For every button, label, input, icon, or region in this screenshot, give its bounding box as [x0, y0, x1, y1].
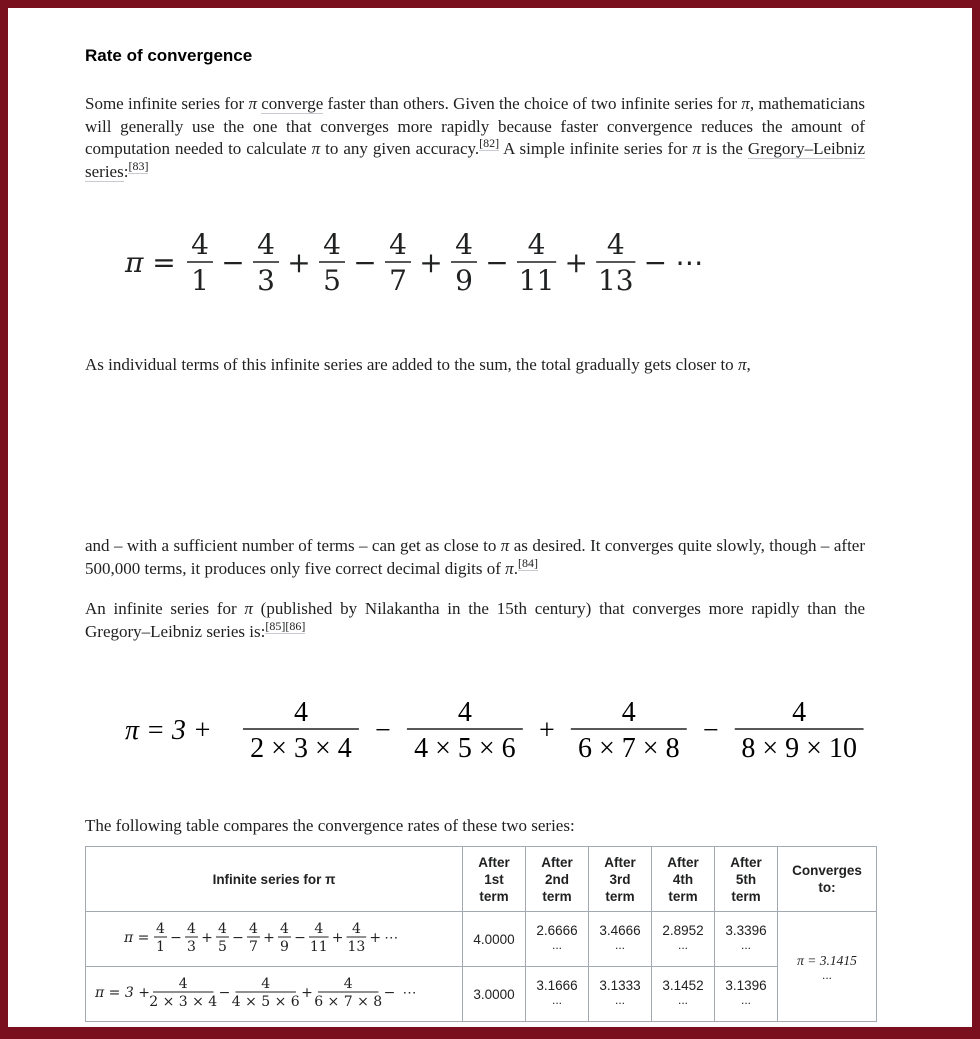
operator: + — [287, 245, 311, 279]
fraction-denominator: 9 — [280, 939, 289, 955]
fraction-denominator: 4 × 5 × 6 — [414, 733, 516, 764]
reference-82[interactable]: [82] — [479, 136, 500, 150]
operator: − — [353, 245, 377, 279]
text: . — [513, 558, 518, 578]
reference-86[interactable]: [86] — [285, 618, 306, 633]
header-term-4 — [652, 847, 715, 912]
operator: − — [221, 245, 245, 279]
value-cell — [652, 967, 715, 1022]
table-row — [86, 967, 877, 1022]
header-series — [86, 847, 463, 912]
fraction-numerator: 4 — [280, 921, 289, 938]
gregory-series-cell — [86, 912, 463, 967]
value: 3.1333 — [599, 978, 641, 993]
fraction-numerator: 4 — [606, 228, 625, 262]
operator: − — [294, 929, 306, 946]
fraction-denominator: 6 × 7 × 8 — [314, 994, 383, 1010]
value: 2.6666 — [536, 923, 578, 938]
fraction-numerator: 4 — [191, 228, 209, 262]
value: 3.4666 — [599, 923, 641, 938]
operator: + — [301, 984, 313, 1001]
ellipsis: ⋯ — [675, 245, 704, 279]
header-term-5 — [715, 847, 778, 912]
fraction-numerator: 4 — [323, 228, 341, 262]
header-text: Converges — [792, 863, 862, 878]
operator: + — [201, 929, 213, 946]
fraction-denominator: 11 — [309, 939, 328, 955]
gregory-leibniz-link[interactable]: Gregory–Leibniz series — [85, 139, 865, 181]
ellipsis: ... — [740, 993, 751, 1007]
text: is the — [700, 139, 748, 158]
fraction-denominator: 6 × 7 × 8 — [578, 733, 680, 764]
fraction-numerator: 4 — [249, 921, 258, 938]
operator: + — [263, 929, 275, 946]
ellipsis: ⋯ — [384, 929, 399, 946]
ellipsis: ... — [740, 938, 751, 952]
pi-symbol: π — [741, 94, 750, 113]
ellipsis: ... — [614, 993, 625, 1007]
fraction-denominator: 13 — [597, 264, 634, 297]
operator: − — [702, 714, 719, 746]
header-text: 1st — [484, 871, 504, 887]
text: , mathematicians will generally use the one that converges more rapidly because faster convergence reduces the amount of computation needed to calculate — [85, 94, 866, 158]
fraction-denominator: 3 — [187, 939, 196, 955]
header-term-2 — [526, 847, 589, 912]
value-cell — [589, 967, 652, 1022]
operator: − — [375, 714, 391, 746]
fraction-denominator: 7 — [389, 264, 407, 297]
nilakantha-series-cell — [86, 967, 463, 1022]
header-text: term — [731, 888, 761, 904]
fraction-denominator: 9 — [455, 264, 473, 297]
lhs-text: π = 3 + — [125, 714, 212, 746]
header-series-label: Infinite series for π — [212, 871, 336, 887]
converge-link[interactable]: converge — [261, 94, 324, 113]
value-cell — [652, 912, 715, 967]
gregory-leibniz-formula — [85, 218, 785, 308]
ellipsis: ... — [677, 993, 688, 1007]
text: , — [746, 355, 751, 374]
fraction-denominator: 7 — [249, 939, 258, 955]
pi-symbol: π — [311, 139, 321, 158]
fraction-numerator: 4 — [218, 921, 227, 938]
value: 3.1396 — [725, 978, 767, 993]
ellipsis: ... — [677, 938, 688, 952]
fraction-numerator: 4 — [156, 921, 165, 938]
paragraph-table-intro: The following table compares the convergence rates of these two series: — [85, 816, 575, 835]
text: and – with a sufficient number of terms – can get as close to — [85, 536, 501, 555]
value: 2.8952 — [662, 923, 704, 938]
operator: − — [170, 929, 182, 946]
nilakantha-series-mini — [89, 967, 459, 1017]
ellipsis: ⋯ — [402, 984, 417, 1001]
value: 3.1666 — [536, 978, 578, 993]
text: An infinite series for — [85, 599, 245, 618]
fraction-denominator: 13 — [347, 939, 366, 955]
table-row — [86, 912, 877, 967]
paragraph-intro — [85, 93, 865, 183]
value-cell — [715, 912, 778, 967]
operator: − — [643, 245, 668, 279]
operator: + — [564, 245, 588, 279]
fraction-numerator: 4 — [187, 921, 196, 938]
pi-symbol: π — [505, 558, 514, 578]
text: faster than others. Given the choice of two infinite series for — [323, 94, 742, 113]
pi-symbol: π — [500, 536, 510, 555]
value: 3.1452 — [662, 978, 704, 993]
fraction-denominator: 1 — [191, 264, 209, 297]
text: A simple infinite series for — [499, 139, 693, 158]
article-page — [8, 8, 972, 1027]
operator: − — [218, 984, 231, 1001]
fraction-numerator: 4 — [792, 697, 807, 729]
fraction-numerator: 4 — [314, 921, 324, 938]
value-cell — [589, 912, 652, 967]
pi-symbol: π — [692, 139, 701, 158]
pi-symbol: π — [737, 355, 747, 374]
fraction-denominator: 11 — [518, 264, 555, 297]
fraction-numerator: 4 — [257, 228, 275, 262]
operator: − — [383, 984, 396, 1001]
lhs-text: π = — [125, 245, 176, 279]
text: Some infinite series for — [85, 94, 249, 113]
value-cell — [715, 967, 778, 1022]
converges-cell — [778, 912, 877, 1022]
nilakantha-formula — [85, 684, 865, 784]
value-cell — [463, 967, 526, 1022]
fraction-numerator: 4 — [178, 976, 188, 993]
reference-84[interactable]: [84] — [517, 555, 538, 570]
text: : — [123, 161, 129, 181]
header-text: 2nd — [544, 871, 569, 887]
fraction-denominator: 4 × 5 × 6 — [231, 994, 300, 1010]
lhs-text: π = — [124, 929, 150, 946]
fraction-numerator: 4 — [389, 228, 407, 262]
header-text: After — [541, 854, 573, 870]
converges-value: π = 3.1415 — [797, 953, 857, 968]
fraction-numerator: 4 — [457, 697, 472, 729]
fraction-denominator: 8 × 9 × 10 — [741, 733, 857, 764]
fraction-numerator: 4 — [455, 228, 473, 262]
operator: + — [331, 929, 344, 946]
fraction-numerator: 4 — [343, 976, 353, 993]
header-text: After — [604, 854, 636, 870]
header-text: term — [542, 888, 572, 904]
fraction-numerator: 4 — [351, 921, 361, 938]
ellipsis: ... — [551, 993, 562, 1007]
ellipsis: ... — [821, 968, 832, 982]
fraction-denominator: 2 × 3 × 4 — [250, 733, 352, 764]
fraction-numerator: 4 — [293, 697, 308, 729]
table-header-row — [86, 847, 877, 912]
text: as desired. It converges quite slowly, though – after 500,000 terms, it produces only five correct decimal digits of — [85, 536, 865, 578]
pi-symbol: π — [244, 599, 253, 618]
fraction-numerator: 4 — [621, 697, 636, 729]
header-term-3 — [589, 847, 652, 912]
header-text: to: — [818, 880, 836, 895]
ellipsis: ... — [551, 938, 562, 952]
header-text: 4th — [672, 871, 694, 887]
header-converges — [778, 847, 877, 912]
gregory-series-mini — [94, 912, 454, 962]
text: As individual terms of this infinite series are added to the sum, the total gradually gets closer to — [85, 355, 738, 374]
header-text: After — [730, 854, 762, 870]
header-text: term — [479, 888, 509, 904]
section-heading: Rate of convergence — [85, 46, 253, 65]
paragraph-slow — [85, 535, 865, 580]
fraction-denominator: 2 × 3 × 4 — [149, 994, 218, 1010]
fraction-denominator: 5 — [323, 264, 341, 297]
fraction-denominator: 3 — [257, 264, 275, 297]
value-cell — [463, 912, 526, 967]
reference-85[interactable]: [85] — [265, 618, 286, 633]
value: 3.0000 — [473, 986, 515, 1002]
ellipsis: ... — [614, 938, 625, 952]
fraction-denominator: 1 — [156, 939, 165, 955]
header-text: term — [668, 888, 698, 904]
operator: + — [419, 245, 443, 279]
header-term-1 — [463, 847, 526, 912]
paragraph-sum — [85, 354, 865, 377]
operator: + — [538, 714, 555, 746]
pi-symbol: π — [248, 94, 257, 113]
fraction-numerator: 4 — [527, 228, 546, 262]
fraction-numerator: 4 — [261, 976, 271, 993]
operator: − — [485, 245, 509, 279]
value: 3.3396 — [725, 923, 767, 938]
header-text: After — [667, 854, 699, 870]
operator: − — [232, 929, 244, 946]
header-text: After — [478, 854, 510, 870]
convergence-table — [85, 846, 877, 1022]
header-text: term — [605, 888, 635, 904]
operator: + — [369, 929, 382, 946]
paragraph-nilakantha — [85, 598, 865, 643]
fraction-denominator: 5 — [218, 939, 227, 955]
value-cell — [526, 967, 589, 1022]
lhs-text: π = 3 + — [95, 984, 150, 1001]
value: 4.0000 — [473, 931, 515, 947]
header-text: 5th — [735, 871, 757, 887]
text: (published by Nilakantha in the 15th century) that converges more rapidly than the Gregory–Leibniz series is: — [85, 599, 866, 641]
header-text: 3rd — [609, 871, 631, 887]
nilakantha-formula-clip — [85, 684, 865, 784]
value-cell — [526, 912, 589, 967]
reference-83[interactable]: [83] — [128, 158, 149, 173]
text: to any given accuracy. — [320, 139, 480, 158]
